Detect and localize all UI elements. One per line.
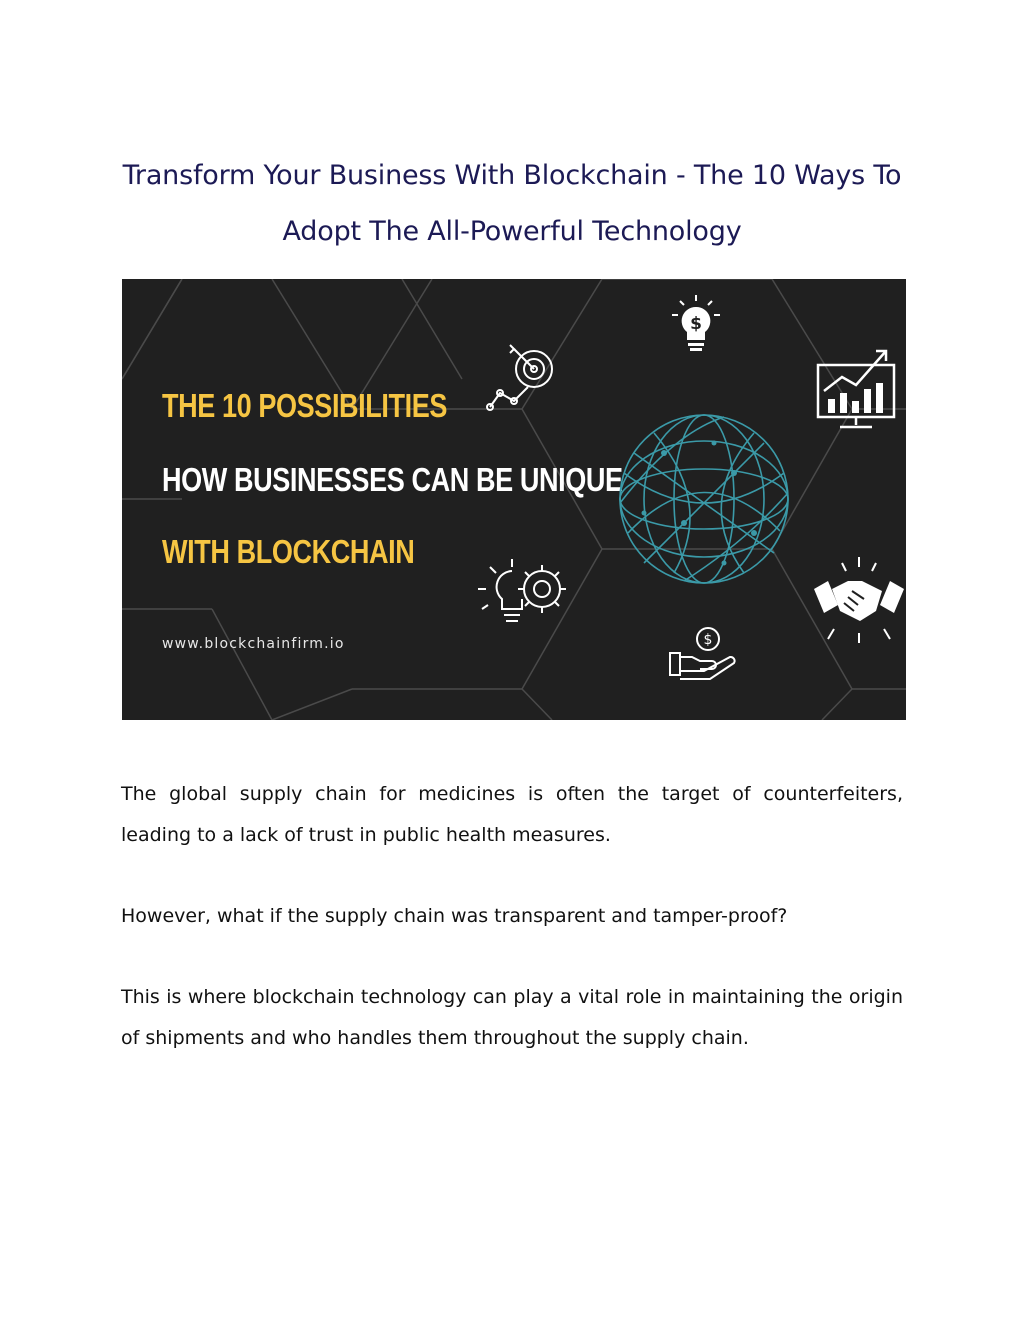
svg-text:$: $: [703, 632, 713, 648]
paragraph-2: However, what if the supply chain was transparent and tamper-proof?: [121, 905, 788, 927]
page-title: Transform Your Business With Blockchain - The 10 Ways To Adopt The All-Powerful Technology: [122, 160, 902, 247]
globe-network-icon: [614, 413, 794, 585]
bar-chart-monitor-icon: [814, 345, 898, 435]
banner-headline-line-2: HOW BUSINESSES CAN BE UNIQUE: [162, 461, 623, 498]
banner-headline-line-1: THE 10 POSSIBILITIES: [162, 387, 448, 424]
handshake-icon: [812, 555, 906, 645]
hero-banner-image: [122, 279, 906, 720]
dollar-lightbulb-icon: [670, 293, 722, 355]
idea-gear-icon: [476, 557, 576, 627]
paragraph-1: The global supply chain for medicines is often the target of counterfeiters, leading to a lack of trust in public health measures.: [121, 783, 903, 846]
svg-text:$: $: [690, 314, 702, 334]
banner-website: www.blockchainfirm.io: [162, 636, 345, 652]
paragraph-3: This is where blockchain technology can play a vital role in maintaining the origin of shipments and who handles them throughout the supply chain.: [121, 986, 903, 1049]
target-growth-icon: [484, 341, 564, 413]
banner-headline-line-3: WITH BLOCKCHAIN: [162, 533, 415, 570]
dollar-hand-icon: [668, 625, 738, 681]
